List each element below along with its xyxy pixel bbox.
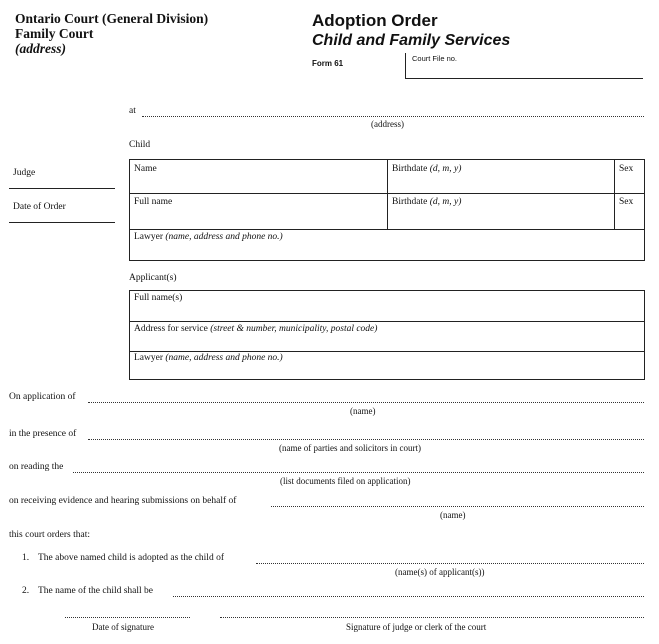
- court-name-line2: Family Court: [15, 26, 94, 41]
- child-name-field[interactable]: [130, 160, 387, 193]
- court-address-label: (address): [15, 41, 66, 56]
- at-label: at: [129, 106, 136, 116]
- court-file-label: Court File no.: [412, 54, 458, 63]
- signature-caption: Signature of judge or clerk of the court: [346, 622, 487, 632]
- applicant-address-label: Address for service (street & number, municipality, postal code): [134, 324, 378, 334]
- child-sex-label-2: Sex: [619, 197, 634, 207]
- applicant-lawyer-label: Lawyer (name, address and phone no.): [134, 353, 283, 363]
- child-heading: Child: [129, 140, 151, 150]
- child-sex-field-2[interactable]: [615, 194, 644, 229]
- item1-number: 1.: [22, 553, 30, 563]
- date-of-order-label: Date of Order: [13, 202, 66, 212]
- child-birthdate-label-2: Birthdate (d, m, y): [392, 197, 462, 207]
- reading-line[interactable]: [73, 472, 644, 473]
- form-title: Adoption Order: [312, 11, 438, 30]
- child-sex-label-1: Sex: [619, 164, 634, 174]
- applicants-heading: Applicant(s): [129, 273, 177, 283]
- receiving-caption: (name): [440, 510, 466, 520]
- item1-line[interactable]: [256, 563, 644, 564]
- child-birthdate-label-1: Birthdate (d, m, y): [392, 164, 462, 174]
- at-address-line[interactable]: [142, 116, 644, 117]
- form-subtitle: Child and Family Services: [312, 32, 511, 49]
- item1-caption: (name(s) of applicant(s)): [395, 567, 485, 577]
- date-of-signature-caption: Date of signature: [92, 622, 154, 632]
- item2-number: 2.: [22, 586, 30, 596]
- item2-text: The name of the child shall be: [38, 586, 154, 596]
- applicant-full-names-label: Full name(s): [134, 293, 183, 303]
- child-lawyer-label: Lawyer (name, address and phone no.): [134, 232, 283, 242]
- child-sex-field-1[interactable]: [615, 160, 644, 193]
- date-of-order-line[interactable]: [9, 222, 115, 223]
- judge-label: Judge: [13, 168, 36, 178]
- judge-line[interactable]: [9, 188, 115, 189]
- date-of-signature-line[interactable]: [65, 617, 190, 618]
- child-full-name-label: Full name: [134, 197, 173, 207]
- court-name-line1: Ontario Court (General Division): [15, 11, 209, 26]
- item2-line[interactable]: [173, 596, 644, 597]
- application-name-caption: (name): [350, 406, 376, 416]
- child-box: [129, 159, 645, 261]
- child-name-label: Name: [134, 164, 157, 174]
- presence-caption: (name of parties and solicitors in court): [279, 443, 421, 453]
- presence-line[interactable]: [88, 439, 644, 440]
- item1-text: The above named child is adopted as the child of: [38, 553, 224, 563]
- child-full-name-field[interactable]: [130, 194, 387, 229]
- applicant-lawyer-field[interactable]: [130, 352, 644, 379]
- at-address-caption: (address): [371, 119, 404, 129]
- applicant-address-field[interactable]: [130, 322, 644, 351]
- child-birthdate-field-1[interactable]: [388, 160, 614, 193]
- reading-label: on reading the: [9, 462, 64, 472]
- on-application-label: On application of: [9, 392, 76, 402]
- signature-line[interactable]: [220, 617, 644, 618]
- application-name-line[interactable]: [88, 402, 644, 403]
- child-lawyer-field[interactable]: [130, 230, 644, 260]
- reading-caption: (list documents filed on application): [280, 476, 411, 486]
- applicant-full-names-field[interactable]: [130, 291, 644, 321]
- receiving-label: on receiving evidence and hearing submissions on behalf of: [9, 496, 237, 506]
- court-orders-label: this court orders that:: [9, 530, 90, 540]
- presence-label: in the presence of: [9, 429, 77, 439]
- court-file-number-field[interactable]: [405, 53, 643, 79]
- child-birthdate-field-2[interactable]: [388, 194, 614, 229]
- form-number: Form 61: [312, 59, 344, 68]
- applicants-box: [129, 290, 645, 380]
- receiving-line[interactable]: [271, 506, 644, 507]
